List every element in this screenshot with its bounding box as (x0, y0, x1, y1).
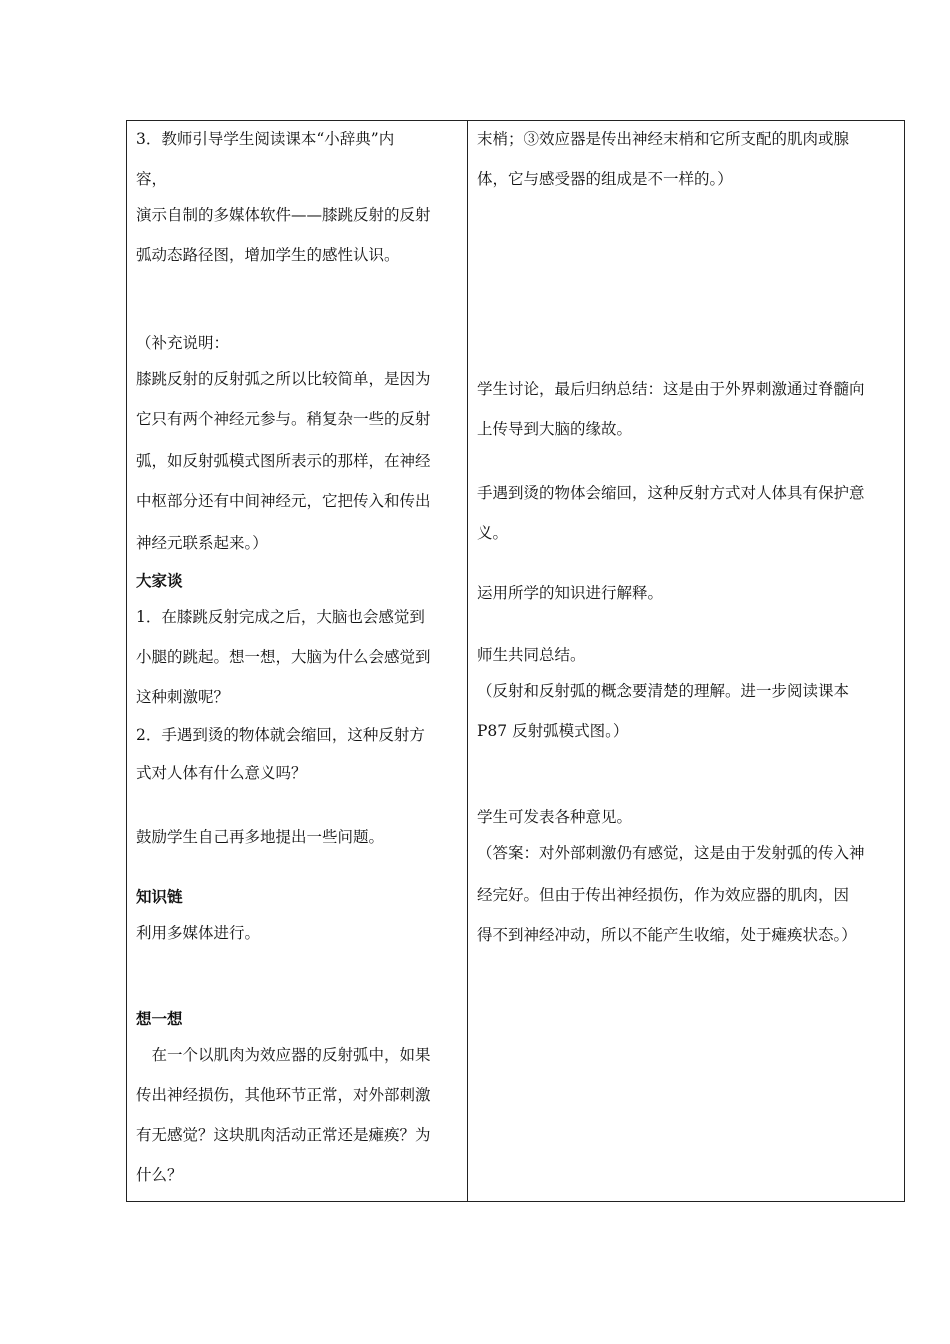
right-column-line: 上传导到大脑的缘故。 (477, 420, 633, 438)
right-column-line: 学生讨论，最后归纳总结：这是由于外界刺激通过脊髓向 (477, 380, 865, 398)
left-column-line: 式对人体有什么意义吗？ (136, 764, 307, 782)
column-divider (467, 121, 468, 1201)
right-column-line: （答案：对外部刺激仍有感觉，这是由于发射弧的传入神 (477, 844, 865, 862)
left-column-line: 什么？ (136, 1166, 183, 1184)
left-column-line: 中枢部分还有中间神经元，它把传入和传出 (136, 492, 431, 510)
right-column-line: 得不到神经冲动，所以不能产生收缩，处于瘫痪状态。） (477, 926, 857, 944)
left-column-line: 有无感觉？这块肌肉活动正常还是瘫痪？为 (136, 1126, 431, 1144)
left-column-line: 小腿的跳起。想一想，大脑为什么会感觉到 (136, 648, 431, 666)
right-column-line: 学生可发表各种意见。 (477, 808, 633, 826)
left-column-line: 鼓励学生自己再多地提出一些问题。 (136, 828, 385, 846)
right-column-line: 末梢；③效应器是传出神经末梢和它所支配的肌肉或腺 (477, 130, 850, 148)
left-column-line: （补充说明： (136, 334, 230, 352)
right-column-line: （反射和反射弧的概念要清楚的理解。进一步阅读课本 (477, 682, 850, 700)
left-column-line: 传出神经损伤，其他环节正常，对外部刺激 (136, 1086, 431, 1104)
right-column-line: 手遇到烫的物体会缩回，这种反射方式对人体具有保护意 (477, 484, 865, 502)
left-column-line: 知识链 (136, 887, 183, 906)
right-column-line: 师生共同总结。 (477, 646, 586, 664)
left-column-line: 利用多媒体进行。 (136, 924, 261, 942)
left-column-line: 神经元联系起来。） (136, 534, 268, 552)
left-column-line: 2．手遇到烫的物体就会缩回，这种反射方 (136, 726, 425, 744)
left-column-line: 3．教师引导学生阅读课本“小辞典”内 (136, 130, 395, 148)
right-column-line: P87 反射弧模式图。） (477, 722, 629, 740)
right-column-line: 经完好。但由于传出神经损伤，作为效应器的肌肉，因 (477, 886, 850, 904)
left-column-line: 弧动态路径图，增加学生的感性认识。 (136, 246, 400, 264)
right-column-line: 体，它与感受器的组成是不一样的。） (477, 170, 733, 188)
left-column-line: 弧，如反射弧模式图所表示的那样，在神经 (136, 452, 431, 470)
left-column-line: 大家谈 (136, 571, 183, 590)
left-column-line: 1．在膝跳反射完成之后，大脑也会感觉到 (136, 608, 425, 626)
left-column-line: 想一想 (136, 1009, 183, 1028)
right-column-line: 义。 (477, 524, 509, 542)
left-column-line: 演示自制的多媒体软件——膝跳反射的反射 (136, 206, 431, 224)
left-column-line: 在一个以肌肉为效应器的反射弧中，如果 (136, 1046, 431, 1064)
left-column-line: 容， (136, 170, 168, 188)
left-column-line: 它只有两个神经元参与。稍复杂一些的反射 (136, 410, 431, 428)
lesson-table (126, 120, 905, 1202)
right-column-line: 运用所学的知识进行解释。 (477, 584, 664, 602)
left-column-line: 膝跳反射的反射弧之所以比较简单，是因为 (136, 370, 431, 388)
left-column-line: 这种刺激呢？ (136, 688, 230, 706)
